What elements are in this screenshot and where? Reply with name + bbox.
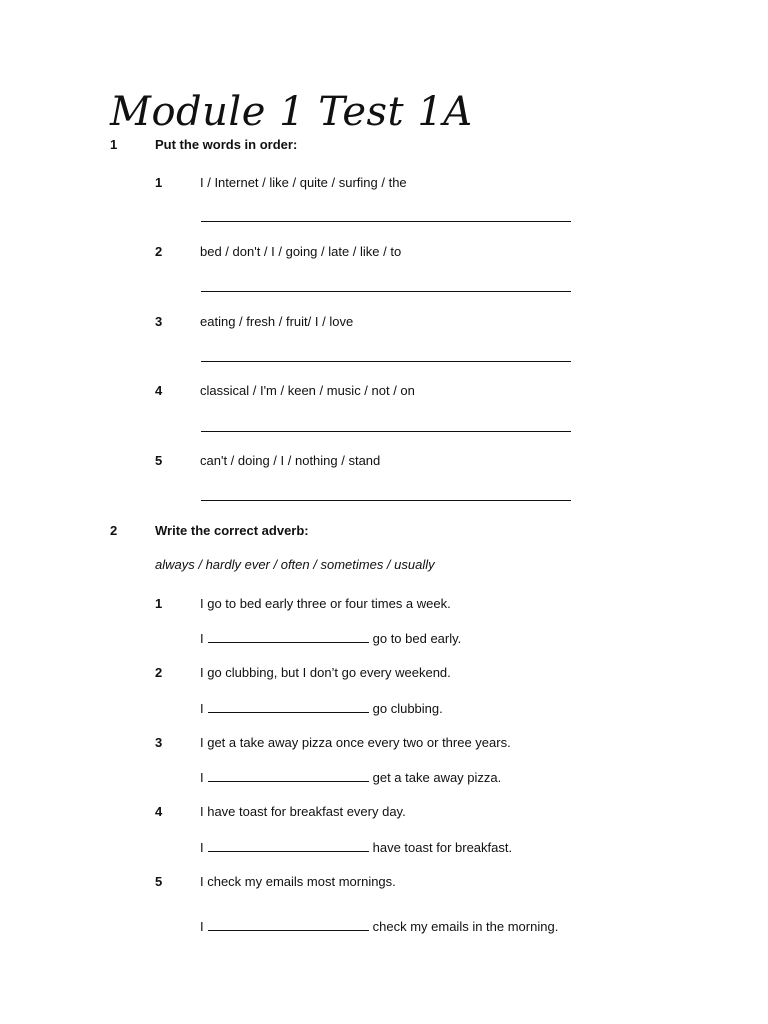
s1-item-4-text: classical / I'm / keen / music / not / on [200, 383, 415, 398]
s1-item-4-answer-line[interactable] [201, 431, 571, 432]
section-1-heading: Put the words in order: [155, 137, 298, 152]
section-1-number: 1 [110, 137, 118, 152]
s2-item-1-number: 1 [155, 596, 163, 611]
s1-item-4-number: 4 [155, 383, 163, 398]
s2-item-5-text: I check my emails most mornings. [200, 874, 396, 889]
s2-item-2-answer [200, 700, 443, 717]
s2-item-2-suffix: go clubbing. [372, 701, 443, 716]
s2-item-2-text: I go clubbing, but I don’t go every weekend. [200, 665, 451, 680]
s1-item-2-answer-line[interactable] [201, 291, 571, 292]
s2-item-2-number: 2 [155, 665, 163, 680]
s1-item-1-text: I / Internet / like / quite / surfing / the [200, 175, 407, 190]
s2-item-5-number: 5 [155, 874, 163, 889]
s2-item-3-blank[interactable] [208, 769, 369, 782]
s2-item-1-blank[interactable] [208, 630, 369, 643]
s2-item-5-suffix: check my emails in the morning. [372, 919, 559, 934]
s2-item-4-number: 4 [155, 804, 163, 819]
s2-item-5-answer [200, 918, 558, 935]
s2-item-3-answer [200, 769, 501, 786]
s1-item-2-number: 2 [155, 244, 163, 259]
s2-item-3-prefix: I [200, 770, 204, 785]
s1-item-5-number: 5 [155, 453, 163, 468]
s1-item-2-text: bed / don't / I / going / late / like / to [200, 244, 402, 259]
s2-item-4-text: I have toast for breakfast every day. [200, 804, 406, 819]
s2-item-2-blank[interactable] [208, 700, 369, 713]
s2-item-1-suffix: go to bed early. [372, 631, 462, 646]
section-2-heading: Write the correct adverb: [155, 523, 309, 538]
s1-item-1-answer-line[interactable] [201, 221, 571, 222]
s1-item-5-text: can't / doing / I / nothing / stand [200, 453, 381, 468]
s1-item-5-answer-line[interactable] [201, 500, 571, 501]
s2-item-4-blank[interactable] [208, 839, 369, 852]
s1-item-1-number: 1 [155, 175, 163, 190]
adverb-word-bank: always / hardly ever / often / sometimes / usually [155, 557, 435, 572]
s2-item-4-prefix: I [200, 840, 204, 855]
s2-item-1-answer [200, 630, 461, 647]
s2-item-3-text: I get a take away pizza once every two or three years. [200, 735, 511, 750]
s2-item-3-suffix: get a take away pizza. [372, 770, 502, 785]
s2-item-5-prefix: I [200, 919, 204, 934]
s2-item-1-text: I go to bed early three or four times a week. [200, 596, 451, 611]
page-title: Module 1 Test 1A [110, 88, 473, 135]
s2-item-4-suffix: have toast for breakfast. [372, 840, 513, 855]
s2-item-4-answer [200, 839, 512, 856]
s2-item-5-blank[interactable] [208, 918, 369, 931]
s1-item-3-number: 3 [155, 314, 163, 329]
s1-item-3-text: eating / fresh / fruit/ I / love [200, 314, 354, 329]
s2-item-2-prefix: I [200, 701, 204, 716]
section-2-number: 2 [110, 523, 118, 538]
s1-item-3-answer-line[interactable] [201, 361, 571, 362]
s2-item-1-prefix: I [200, 631, 204, 646]
s2-item-3-number: 3 [155, 735, 163, 750]
